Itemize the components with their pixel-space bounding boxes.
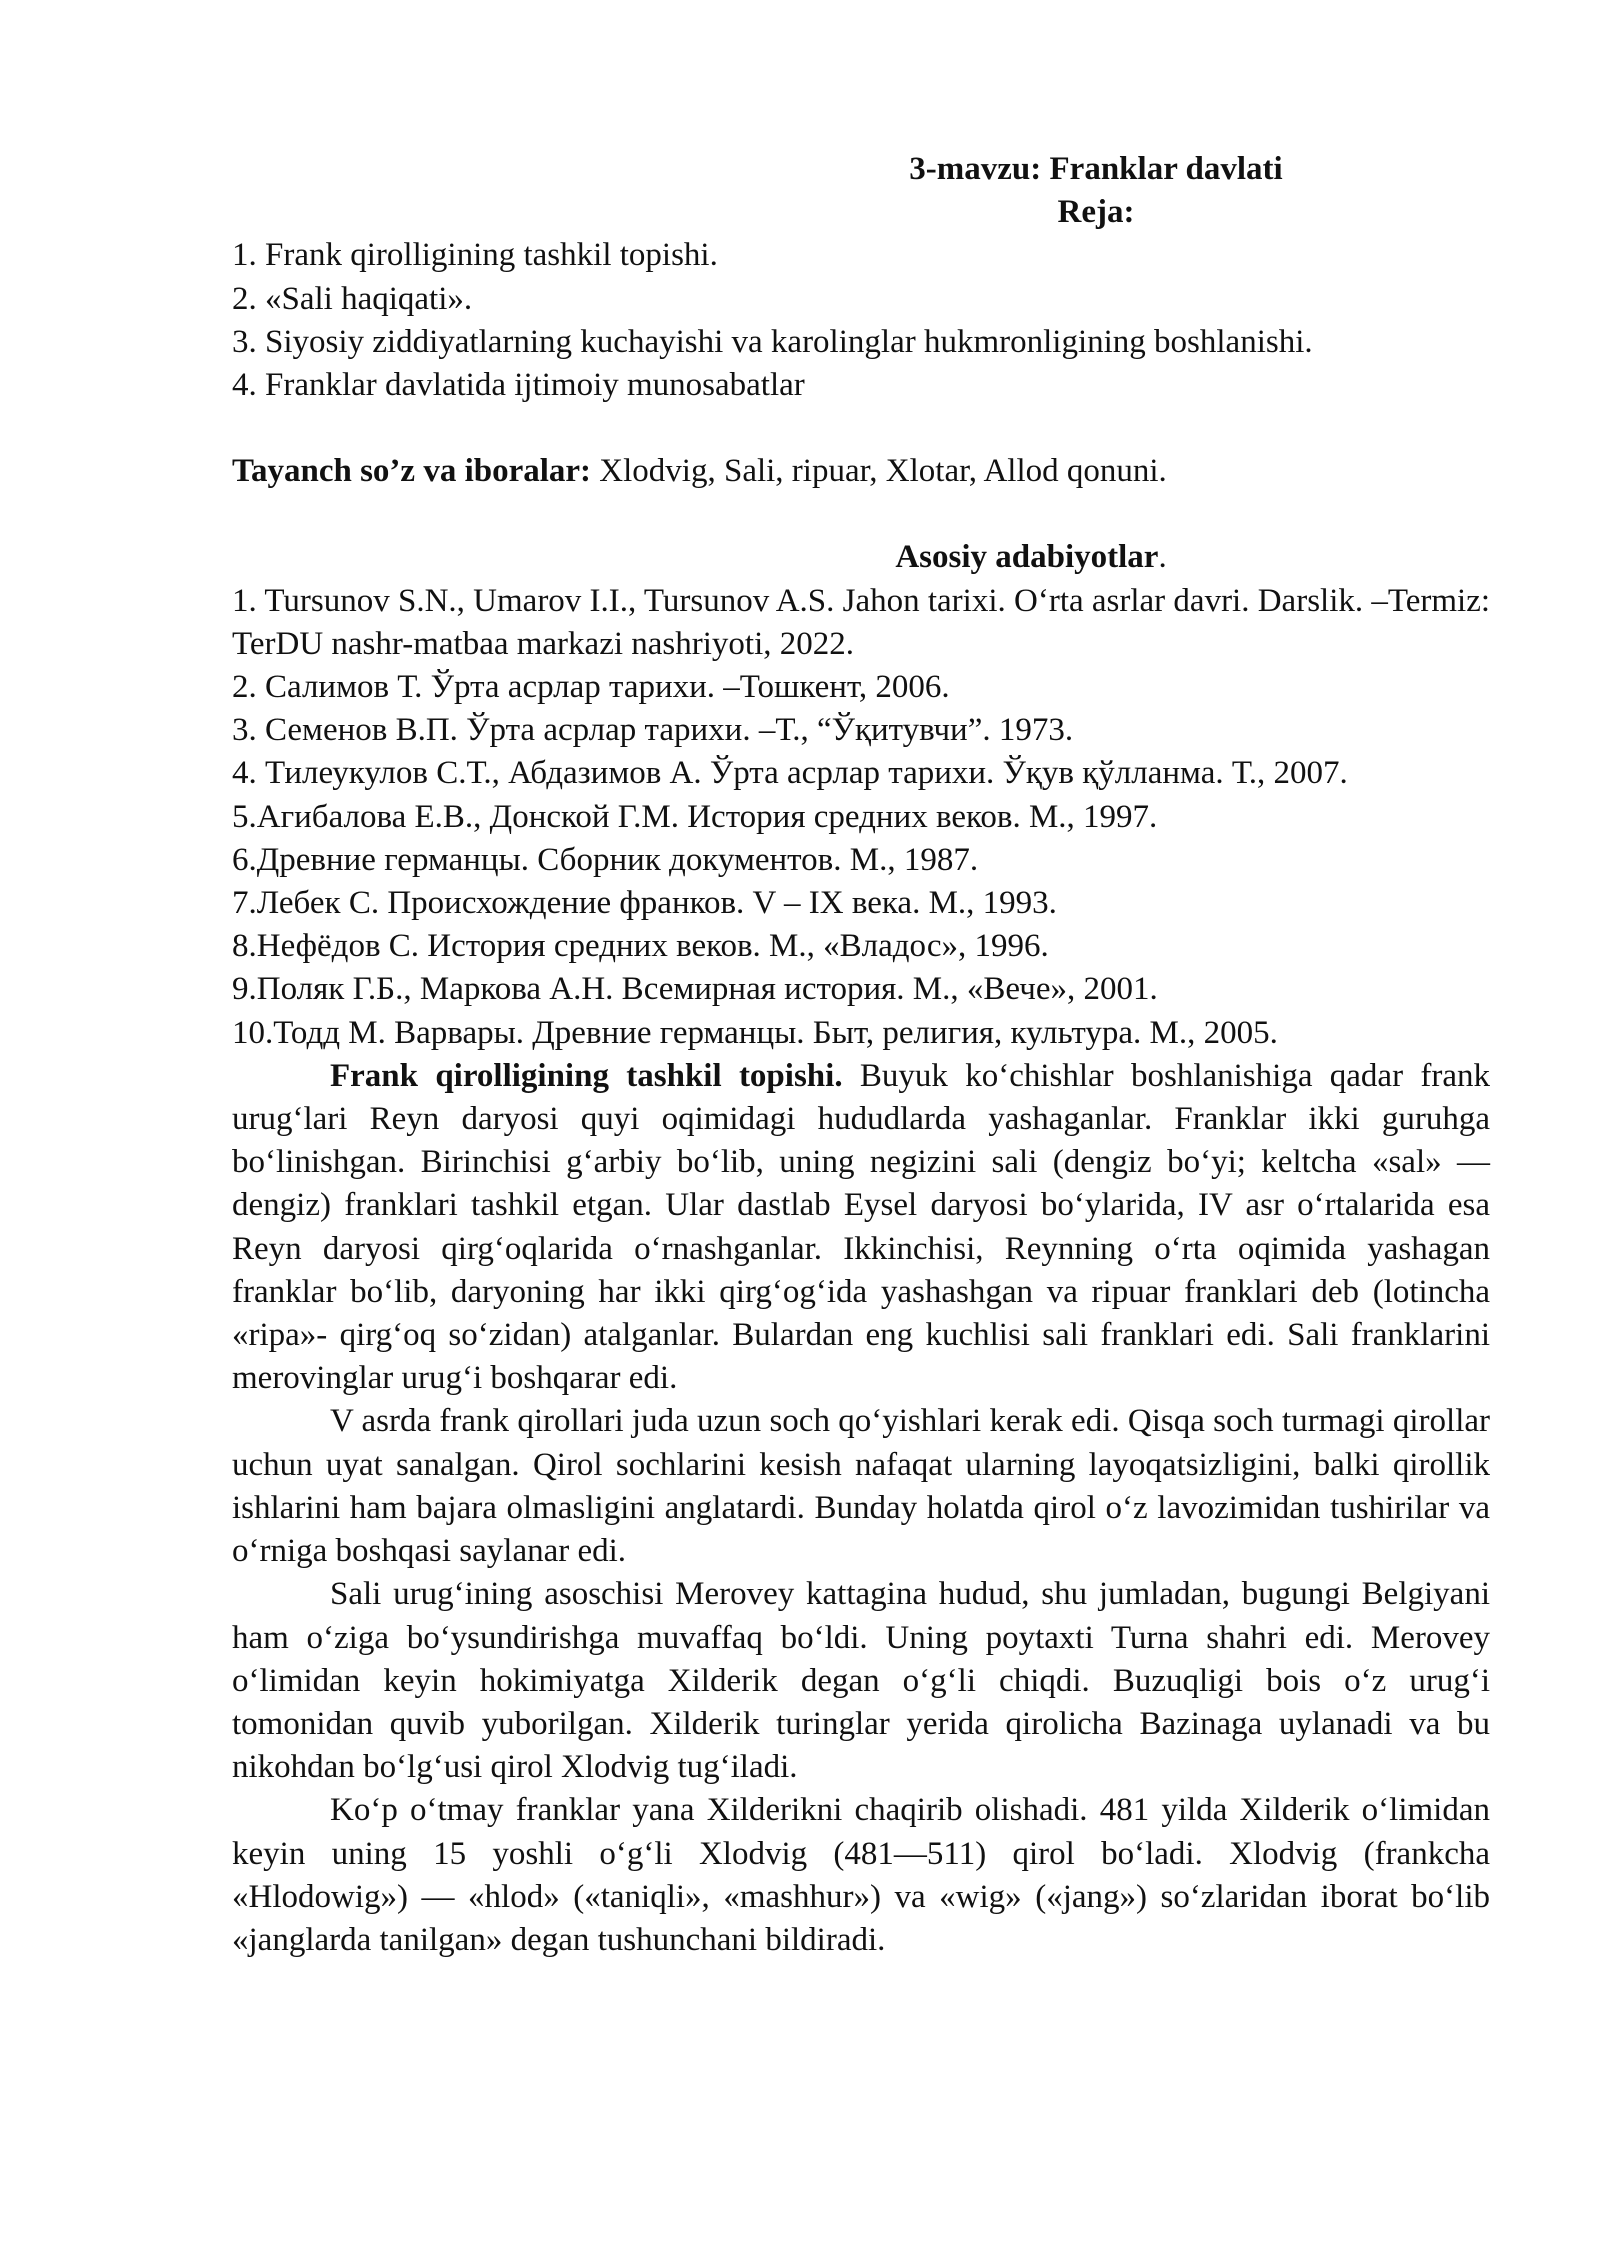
paragraph-text: Buyuk ko‘chishlar boshlanishiga qadar frank urug‘lari Reyn daryosi quyi oqimidagi hududlarda yashaganlar. Franklar ikki guruhga bo‘linishgan. Birinchisi g‘arbiy bo‘lib, uning negizini sali (dengiz bo‘yi; keltcha «sal» — dengiz) franklari tashkil etgan. Ular dastlab Eysel daryosi bo‘ylarida, IV asr o‘rtalarida esa Reyn daryosi qirg‘oqlarida o‘rnashganlar. Ikkinchisi, Reynning o‘rta oqimida yashagan franklar bo‘lib, daryoning har ikki qirg‘og‘ida yashashgan va ripuar franklari deb (lotincha «ripa»- qirg‘oq so‘zidan) atalganlar. Bulardan eng kuchlisi sali franklari edi. Sali franklarini merovinglar urug‘i boshqarar edi. [232,1057,1490,1397]
literature-item: 7.Лебек С. Происхождение франков. V – IX века. М., 1993. [232,885,1057,922]
section-heading: Frank qirolligining tashkil topishi. [330,1057,843,1094]
literature-item: 8.Нефёдов С. История средних веков. М., «Владос», 1996. [232,928,1049,965]
body-paragraph: Sali urug‘ining asoschisi Merovey kattagina hudud, shu jumladan, bugungi Belgiyani ham o‘ziga bo‘ysundirishga muvaffaq bo‘ldi. Uning poytaxti Turna shahri edi. Merovey o‘limidan keyin hokimiyatga Xilderik degan o‘g‘li chiqdi. Buzuqligi bois o‘z urug‘i tomonidan quvib yuborilgan. Xilderik turinglar yerida qirolicha Bazinaga uylanadi va bu nikohdan bo‘lg‘usi qirol Xlodvig tug‘iladi. [232,1576,1490,1786]
literature-item: 6.Древние германцы. Сборник документов. М., 1987. [232,841,979,878]
keywords-text: Xlodvig, Sali, ripuar, Xlotar, Allod qonuni. [591,453,1167,490]
plan-item: 4. Franklar davlatida ijtimoiy munosabatlar [232,367,805,404]
literature-item: 4. Тилеукулов С.Т., Абдазимов А. Ўрта асрлар тарихи. Ўқув қўлланма. Т., 2007. [232,755,1348,792]
body-paragraph [232,1055,1490,1401]
literature-item: 5.Агибалова Е.В., Донской Г.М. История средних веков. М., 1997. [232,798,1158,835]
plan-item: 2. «Sali haqiqati». [232,280,473,317]
page-title: 3-mavzu: Franklar davlati [909,151,1283,187]
document-page [232,148,1490,1962]
literature-item: 9.Поляк Г.Б., Маркова А.Н. Всемирная история. М., «Вече», 2001. [232,971,1158,1008]
literature-heading-text: Asosiy adabiyotlar [895,539,1159,576]
plan-item: 3. Siyosiy ziddiyatlarning kuchayishi va karolinglar hukmronligining boshlanishi. [232,323,1313,360]
body-paragraph: V asrda frank qirollari juda uzun soch qo‘yishlari kerak edi. Qisqa soch turmagi qirollar uchun uyat sanalgan. Qirol sochlarini kesish nafaqat ularning layoqatsizligini, balki qirollik ishlarini ham bajara olmasligini anglatardi. Bunday holatda qirol o‘z lavozimidan tushirilar va o‘rniga boshqasi saylanar edi. [232,1403,1490,1570]
plan-item: 1. Frank qirolligining tashkil topishi. [232,237,718,274]
plan-heading: Reja: [1057,194,1135,231]
literature-heading-dot: . [1158,539,1167,576]
keywords-line [232,450,1490,493]
literature-item: 1. Tursunov S.N., Umarov I.I., Tursunov A.S. Jahon tarixi. O‘rta asrlar davri. Darslik. –Termiz: TerDU nashr-matbaa markazi nashriyoti, 2022. [232,582,1491,662]
literature-list [232,580,1490,1055]
literature-heading [232,536,1490,579]
literature-item: 2. Салимов Т. Ўрта асрлар тарихи. –Тошкент, 2006. [232,669,950,706]
plan-list [232,234,1490,407]
literature-item: 10.Тодд М. Варвары. Древние германцы. Быт, религия, культура. М., 2005. [232,1014,1278,1051]
keywords-label: Tayanch so’z va iboralar: [232,453,592,490]
body-paragraph: Ko‘p o‘tmay franklar yana Xilderikni chaqirib olishadi. 481 yilda Xilderik o‘limidan keyin uning 15 yoshli o‘g‘li Xlodvig (481—511) qirol bo‘ladi. Xlodvig (frankcha «Hlodowig») — «hlod» («taniqli», «mashhur») va «wig» («jang») so‘zlaridan iborat bo‘lib «janglarda tanilgan» degan tushunchani bildiradi. [232,1792,1490,1958]
literature-item: 3. Семенов В.П. Ўрта асрлар тарихи. –Т., “Ўқитувчи”. 1973. [232,712,1074,749]
